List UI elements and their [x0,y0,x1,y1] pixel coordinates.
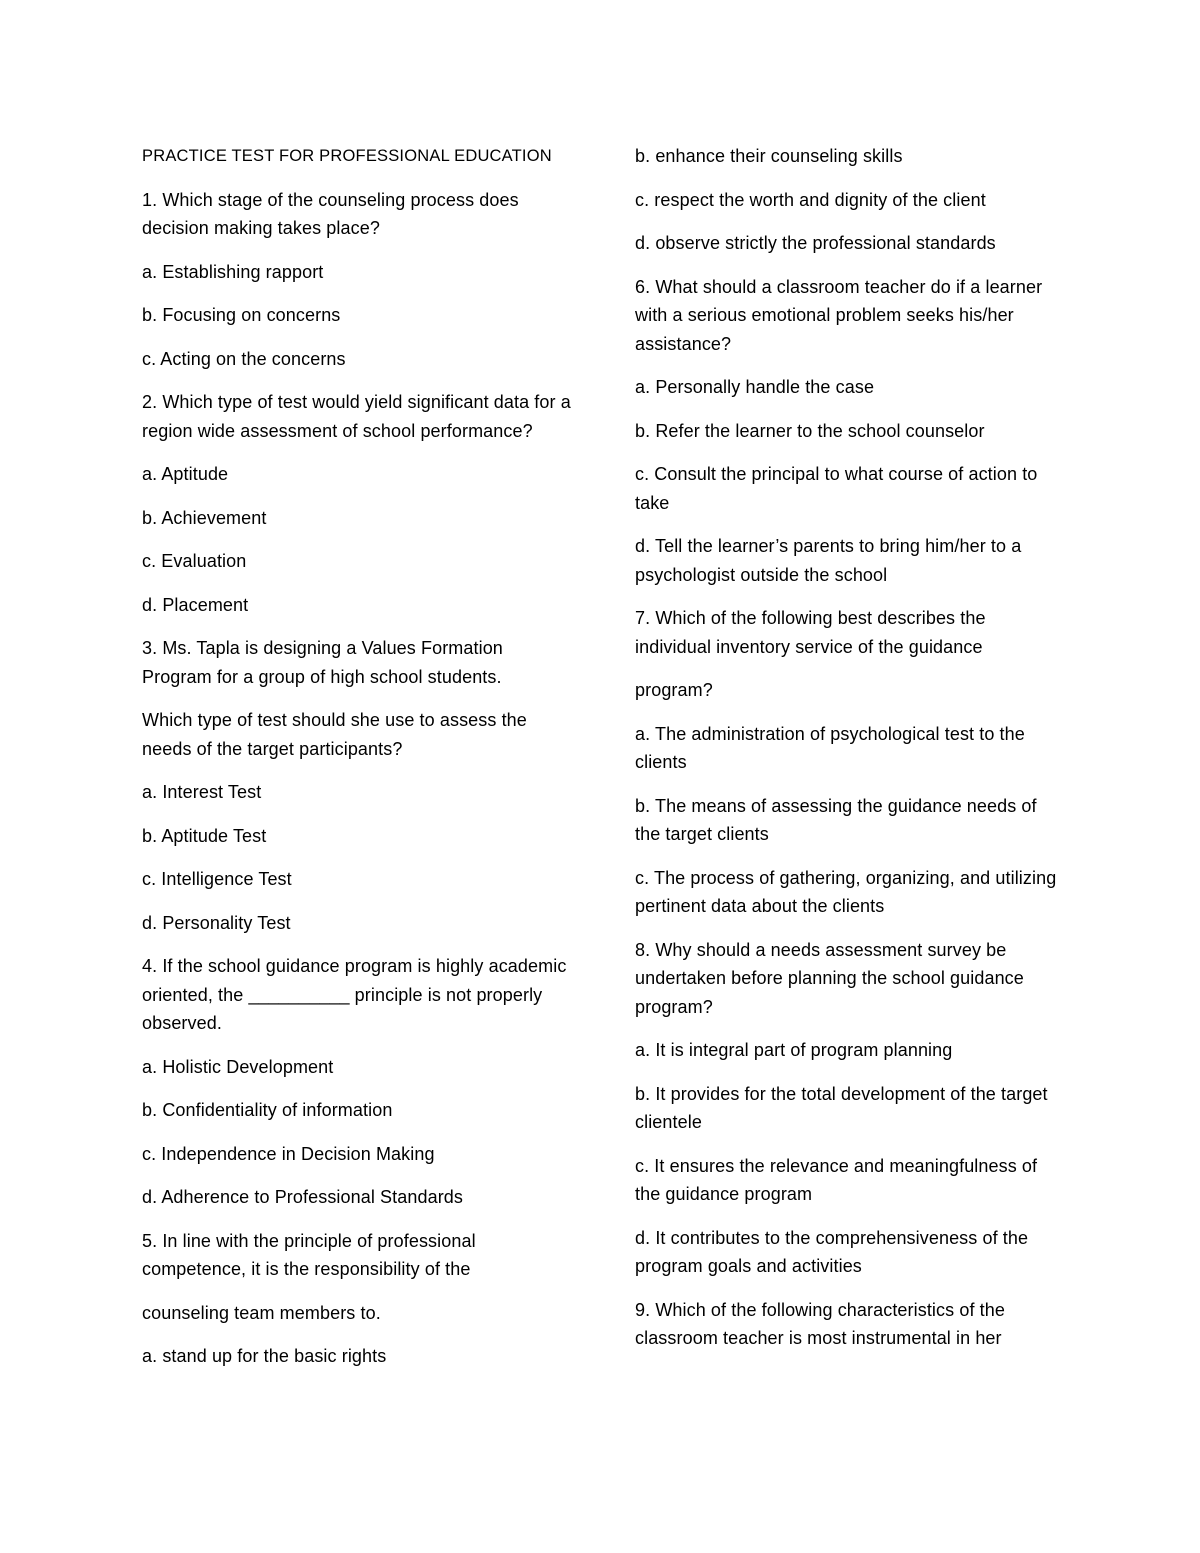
left-column [142,142,572,1386]
document-title: PRACTICE TEST FOR PROFESSIONAL EDUCATION [142,147,552,165]
question-4: 4. If the school guidance program is highly academic oriented, the __________ principle is not properly observed. [142,956,567,1033]
question-9: 9. Which of the following characteristics of the classroom teacher is most instrumental in her [635,1299,1005,1348]
question-3-option-c: c. Intelligence Test [142,869,292,889]
question-8-option-d: d. It contributes to the comprehensiveness of the program goals and activities [635,1227,1029,1276]
question-6-option-b: b. Refer the learner to the school counselor [635,420,985,441]
question-3: 3. Ms. Tapla is designing a Values Formation Program for a group of high school students. [142,638,503,687]
question-1-option-b: b. Focusing on concerns [142,305,341,325]
question-5-continued: counseling team members to. [142,1302,381,1323]
question-6: 6. What should a classroom teacher do if a learner with a serious emotional problem seeks his/her assistance? [635,276,1043,354]
question-2-option-c: c. Evaluation [142,551,247,571]
question-3-option-d: d. Personality Test [142,912,291,933]
question-8-option-b: b. It provides for the total development of the target clientele [635,1083,1048,1132]
question-1: 1. Which stage of the counseling process does decision making takes place? [142,189,519,238]
question-8-option-a: a. It is integral part of program planning [635,1040,953,1060]
question-4-option-d: d. Adherence to Professional Standards [142,1187,464,1207]
question-5-option-d: d. observe strictly the professional standards [635,233,996,253]
question-4-option-a: a. Holistic Development [142,1056,334,1077]
question-5-option-b: b. enhance their counseling skills [635,146,903,166]
question-4-option-c: c. Independence in Decision Making [142,1143,435,1164]
question-2-option-a: a. Aptitude [142,464,229,484]
question-8-option-c: c. It ensures the relevance and meaningfulness of the guidance program [635,1155,1038,1204]
question-2: 2. Which type of test would yield significant data for a region wide assessment of school performance? [142,392,571,441]
question-7-continued: program? [635,680,713,700]
question-3-option-b: b. Aptitude Test [142,825,267,846]
question-8: 8. Why should a needs assessment survey be undertaken before planning the school guidance program? [635,939,1024,1017]
question-3-continued: Which type of test should she use to assess the needs of the target participants? [142,710,527,759]
question-5-option-a: a. stand up for the basic rights [142,1346,387,1366]
question-3-option-a: a. Interest Test [142,782,262,802]
question-1-option-c: c. Acting on the concerns [142,348,346,369]
question-7-option-c: c. The process of gathering, organizing, and utilizing pertinent data about the clients [635,867,1057,916]
question-5-option-c: c. respect the worth and dignity of the client [635,189,986,210]
question-7-option-b: b. The means of assessing the guidance needs of the target clients [635,795,1037,844]
question-1-option-a: a. Establishing rapport [142,261,324,282]
question-7: 7. Which of the following best describes the individual inventory service of the guidance [635,608,986,657]
question-5: 5. In line with the principle of professional competence, it is the responsibility of the [142,1230,476,1279]
question-2-option-d: d. Placement [142,594,249,615]
right-column [635,142,1065,1368]
question-6-option-a: a. Personally handle the case [635,377,875,397]
question-2-option-b: b. Achievement [142,507,267,528]
question-6-option-d: d. Tell the learner’s parents to bring him/her to a psychologist outside the school [635,536,1022,585]
question-7-option-a: a. The administration of psychological test to the clients [635,723,1025,772]
question-6-option-c: c. Consult the principal to what course of action to take [635,464,1038,513]
question-4-option-b: b. Confidentiality of information [142,1100,393,1120]
